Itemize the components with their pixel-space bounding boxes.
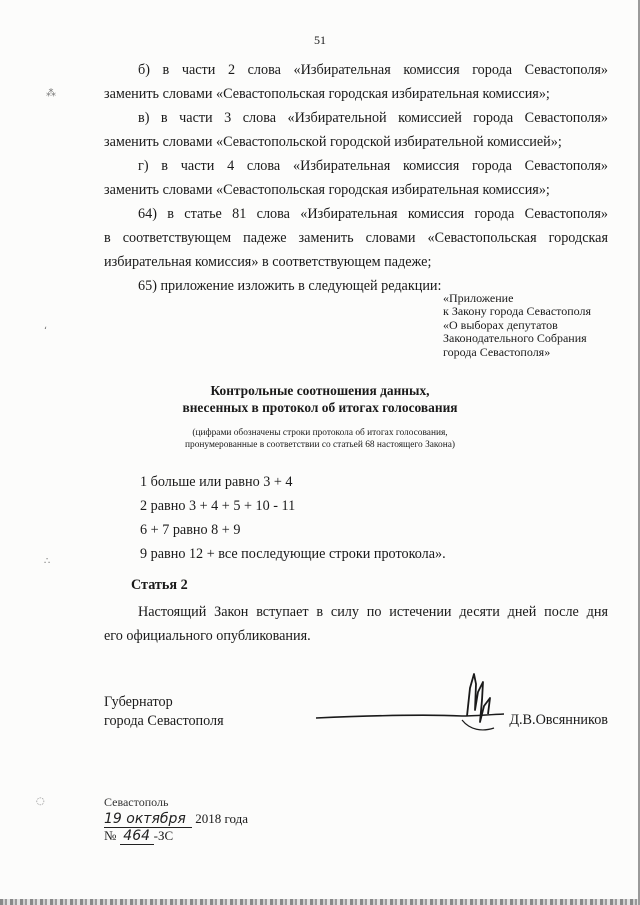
table-title-line: Контрольные соотношения данных, bbox=[210, 383, 430, 398]
number-prefix: № bbox=[104, 828, 117, 843]
page-number: 51 bbox=[314, 33, 326, 47]
appendix-line: «Приложение bbox=[443, 291, 514, 305]
paragraph-line: в соответствующем падеже заменить словами «Севастопольская городская bbox=[104, 230, 608, 246]
table-subtitle-line: пронумерованные в соответствии со статьей 68 настоящего Закона) bbox=[184, 439, 455, 450]
paragraph-line: г) в части 4 слова «Избирательная комиссия города Севастополя» bbox=[138, 158, 608, 174]
scan-mark: ʻ bbox=[44, 326, 48, 337]
paragraph-line: заменить словами «Севастопольская городская избирательная комиссия»; bbox=[104, 86, 550, 102]
article-line: Настоящий Закон вступает в силу по истечении десяти дней после дня bbox=[138, 604, 608, 620]
paragraph-line: 64) в статье 81 слова «Избирательная комиссия города Севастополя» bbox=[138, 206, 608, 222]
ratio-line: 9 равно 12 + все последующие строки протокола». bbox=[140, 546, 446, 562]
governor-signature bbox=[312, 670, 512, 740]
date-year: 2018 года bbox=[195, 811, 249, 826]
governor-name: Д.В.Овсянников bbox=[509, 712, 608, 728]
ratio-line: 6 + 7 равно 8 + 9 bbox=[140, 522, 241, 538]
table-subtitle-line: (цифрами обозначены строки протокола об итогах голосования, bbox=[192, 428, 448, 438]
paragraph-line: 65) приложение изложить в следующей редакции: bbox=[138, 278, 442, 294]
number-suffix: -ЗС bbox=[153, 828, 174, 843]
control-ratios-list bbox=[140, 470, 446, 566]
article-line: его официального опубликования. bbox=[104, 628, 311, 644]
paragraph-b bbox=[104, 58, 608, 106]
scan-mark: ◌ bbox=[36, 796, 45, 807]
signing-date bbox=[104, 811, 248, 828]
paragraph-line: заменить словами «Севастопольская городская избирательная комиссия»; bbox=[104, 182, 550, 198]
table-title-line: внесенных в протокол об итогах голосования bbox=[182, 399, 458, 415]
paragraph-line: в) в части 3 слова «Избирательной комиссией города Севастополя» bbox=[138, 110, 608, 126]
handwritten-number: 464 bbox=[120, 828, 154, 845]
appendix-line: города Севастополя» bbox=[443, 344, 551, 359]
table-subtitle bbox=[0, 428, 640, 451]
article-text bbox=[104, 600, 608, 648]
paragraph-line: б) в части 2 слова «Избирательная комиссия города Севастополя» bbox=[138, 62, 608, 78]
article-title: Статья 2 bbox=[131, 577, 188, 593]
paragraph-v bbox=[104, 106, 608, 154]
governor-title bbox=[104, 693, 224, 731]
table-title bbox=[0, 383, 640, 416]
law-number bbox=[104, 828, 173, 845]
handwritten-date: 19 октября bbox=[104, 811, 192, 828]
paragraph-64 bbox=[104, 202, 608, 274]
ratio-line: 2 равно 3 + 4 + 5 + 10 - 11 bbox=[140, 498, 296, 514]
governor-title-line: Губернатор bbox=[104, 694, 173, 710]
scan-bottom-edge bbox=[0, 899, 640, 905]
signing-city: Севастополь bbox=[104, 795, 169, 809]
governor-title-line: города Севастополя bbox=[104, 713, 224, 729]
paragraph-line: избирательная комиссия» в соответствующем падеже; bbox=[104, 254, 432, 270]
paragraph-line: заменить словами «Севастопольской городской избирательной комиссией»; bbox=[104, 134, 562, 150]
appendix-line: Законодательного Собрания bbox=[443, 331, 587, 346]
paragraph-g bbox=[104, 154, 608, 202]
scan-mark: ⁂ bbox=[46, 88, 56, 99]
scan-mark: ∴ bbox=[44, 556, 51, 567]
appendix-line: к Закону города Севастополя bbox=[443, 304, 592, 319]
ratio-line: 1 больше или равно 3 + 4 bbox=[140, 474, 293, 490]
appendix-line: «О выборах депутатов bbox=[443, 317, 558, 332]
appendix-header bbox=[443, 292, 591, 359]
